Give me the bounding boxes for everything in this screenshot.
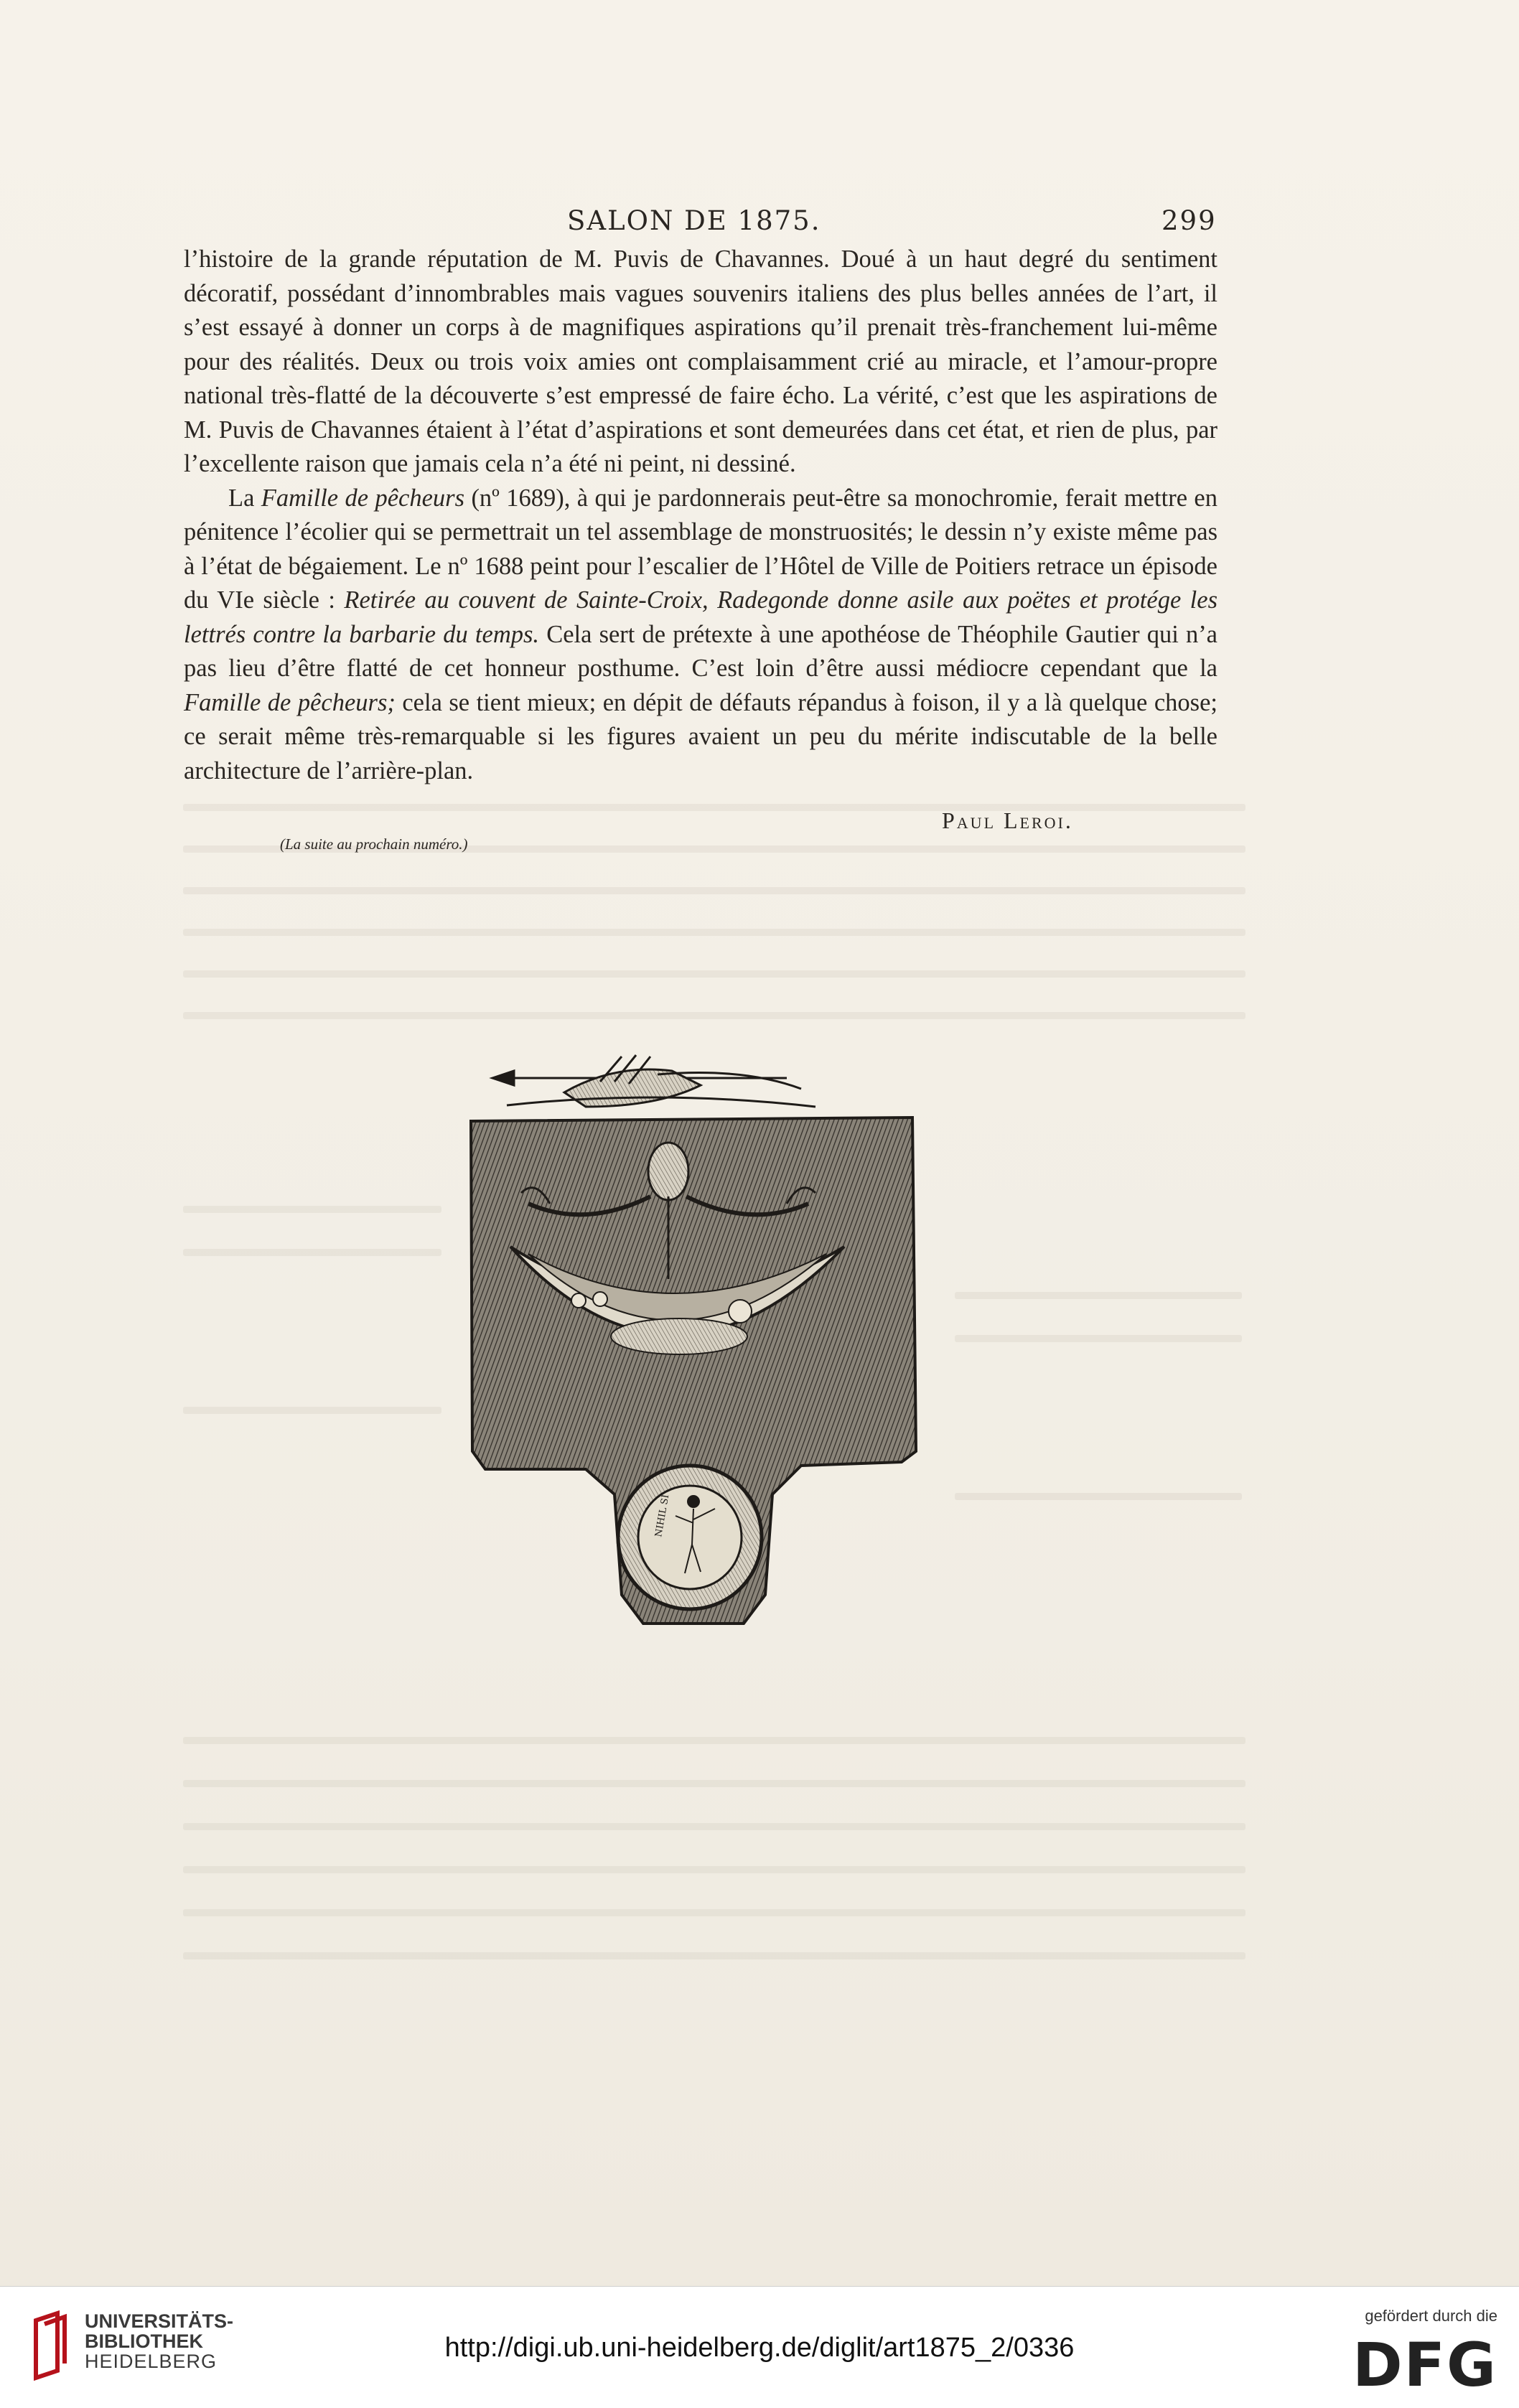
page-number: 299	[1162, 205, 1217, 236]
text-run: cela se tient mieux; en dépit de défauts répandus à foison, il y a là quelque chose; ce serait même très-remarquable si les figures avaient un peu du mérite indiscutable de la belle architecture de l’arrière-plan.	[184, 688, 1217, 784]
quiver-and-arrows	[492, 1055, 815, 1107]
text-run: La	[228, 484, 261, 512]
text-run: (nº 1689), à qui je pardonnerais peut-être sa monochromie, ferait mettre en pénitence l’écolier qui se permettrait un tel assemblage de monstruosités; le dessin n’y existe même pas à l’état de bégaiement. Le nº 1688 peint pour l’escalier de l’Hôtel de Ville de Poitiers retrace un épisode du VIe siècle :	[184, 484, 1217, 614]
paragraph	[184, 482, 1217, 789]
text-run: l’histoire de la grande réputation de M. Puvis de Chavannes. Doué à un haut degré du sentiment décoratif, possédant d’innombrables mais vagues souvenirs italiens des plus belles années de l’art, il s’est essayé à donner un corps à de magnifiques aspirations qu’il prenait très-franchement lui-même pour des réalités. Deux ou trois voix amies ont complaisamment crié au miracle, et l’amour-propre national très-flatté de la découverte s’est empressé de faire écho. La vérité, c’est que les aspirations de M. Puvis de Chavannes étaient à l’état d’aspirations et sont demeurées dans cet état, et rien de plus, par l’excellente raison que jamais cela n’a été ni peint, ni dessiné.	[184, 245, 1217, 477]
digitization-footer	[0, 2286, 1519, 2408]
italic-run: Famille de pêcheurs	[261, 484, 465, 512]
text-run: Cela sert de prétexte à une apothéose de Théophile Gautier qui n’a pas lieu d’être flatté de cet honneur posthume. C’est loin d’être aussi médiocre cependant que la	[184, 620, 1217, 682]
library-name: UNIVERSITÄTS- BIBLIOTHEK HEIDELBERG	[85, 2310, 234, 2372]
permalink-url[interactable]: http://digi.ub.uni-heidelberg.de/diglit/art1875_2/0336	[444, 2333, 1075, 2363]
italic-run: Famille de pêcheurs;	[184, 688, 396, 716]
author-signature: Paul Leroi.	[942, 807, 1073, 833]
running-title: SALON DE 1875.	[567, 205, 821, 236]
paragraph	[184, 243, 1217, 482]
article-body	[184, 243, 1217, 788]
continued-note: (La suite au prochain numéro.)	[280, 835, 468, 853]
italic-run: Retirée au couvent de Sainte-Croix, Radegonde donne asile aux poëtes et protége les lettrés contre la barbarie du temps.	[184, 586, 1218, 648]
dfg-logo: DFG	[1352, 2330, 1497, 2400]
engraved-illustration	[442, 1049, 945, 1667]
medallion-inscription: NIHIL SI	[653, 1494, 672, 1538]
funding-note: gefördert durch die	[1365, 2307, 1497, 2325]
